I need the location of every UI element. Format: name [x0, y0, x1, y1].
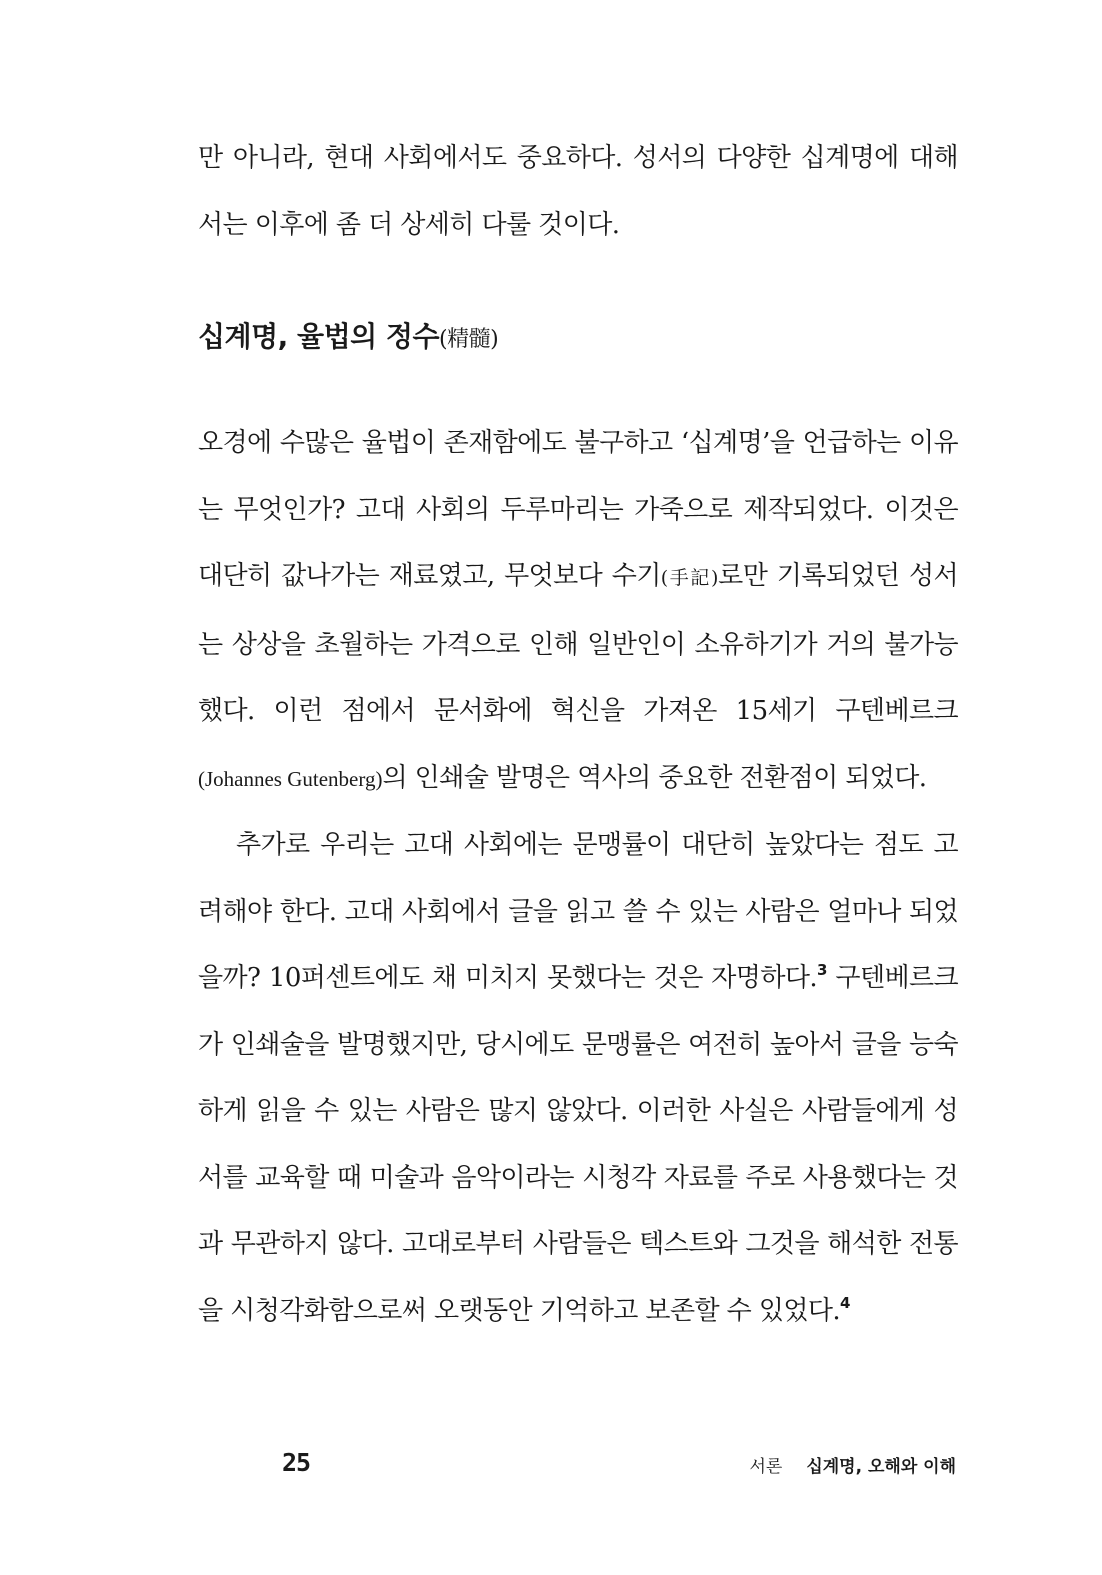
running-head-chapter: 십계명, 오해와 이해 — [806, 1457, 956, 1477]
latin-annotation: (Johannes Gutenberg) — [198, 766, 383, 791]
section-title-hanja: (精髓) — [439, 327, 499, 352]
running-head — [749, 1452, 956, 1477]
intro-text — [198, 125, 958, 258]
body-text — [198, 410, 958, 1344]
section-title: 십계명, 율법의 정수 — [198, 320, 440, 353]
intro-paragraph: 만 아니라, 현대 사회에서도 중요하다. 성서의 다양한 십계명에 대해서는 이후에 좀 더 상세히 다룰 것이다. — [198, 143, 958, 240]
paragraph-2-part-b: 구텐베르크가 인쇄술을 발명했지만, 당시에도 문맹률은 여전히 높아서 글을 능숙하게 읽을 수 있는 사람은 많지 않았다. 이러한 사실은 사람들에게 성서를 교육할 때 미술과 음악이라는 시청각 자료를 주로 사용했다는 것과 무관하지 않다. 고대로부터 사람들은 텍스트와 그것을 해석한 전통을 시청각화함으로써 오랫동안 기억하고 보존할 수 있었다. — [198, 963, 959, 1326]
page-number: 25 — [282, 1448, 311, 1477]
paragraph-1-part-a: 오경에 수많은 율법이 존재함에도 불구하고 ‘십계명’을 언급하는 이유는 무엇인가? 고대 사회의 두루마리는 가죽으로 제작되었다. 이것은 대단히 값나가는 재료였고, 무엇보다 수기 — [198, 428, 958, 591]
footnote-ref-3[interactable]: 3 — [817, 961, 827, 979]
running-head-section: 서론 — [749, 1457, 783, 1477]
paragraph-1-part-b: 로만 기록되었던 성서는 상상을 초월하는 가격으로 인해 일반인이 소유하기가 거의 불가능했다. 이런 점에서 문서화에 혁신을 가져온 15세기 구텐베르크 — [198, 561, 958, 726]
footnote-ref-4[interactable]: 4 — [840, 1293, 850, 1312]
paragraph-1-part-c: 의 인쇄술 발명은 역사의 중요한 전환점이 되었다. — [382, 762, 927, 793]
paragraph-2-part-a: 추가로 우리는 고대 사회에는 문맹률이 대단히 높았다는 점도 고려해야 한다. 고대 사회에서 글을 읽고 쓸 수 있는 사람은 얼마나 되었을까? 10퍼센트에도 채 미치지 못했다는 것은 자명하다. — [198, 830, 958, 993]
section-heading — [198, 312, 958, 365]
page-footer — [0, 1448, 1102, 1488]
body-paragraph-2 — [198, 812, 958, 1344]
body-paragraph-1 — [198, 410, 958, 812]
hanja-annotation: (手記) — [660, 567, 719, 589]
